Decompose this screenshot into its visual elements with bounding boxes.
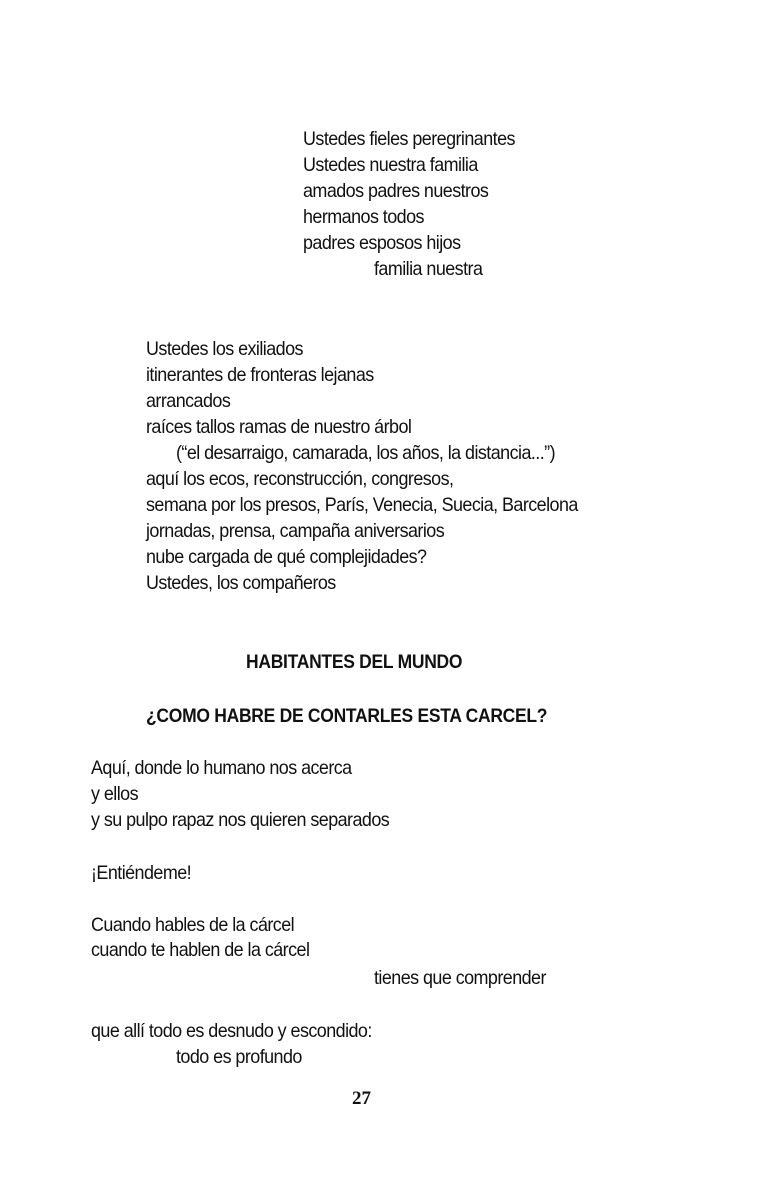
verse-line: raíces tallos ramas de nuestro árbol bbox=[146, 416, 412, 438]
verse-line: que allí todo es desnudo y escondido: bbox=[91, 1020, 372, 1042]
verse-line: jornadas, prensa, campaña aniversarios bbox=[146, 520, 445, 542]
verse-line: itinerantes de fronteras lejanas bbox=[146, 364, 374, 386]
verse-line: y su pulpo rapaz nos quieren separados bbox=[91, 809, 390, 831]
verse-line: Ustedes nuestra familia bbox=[303, 154, 478, 176]
verse-line: y ellos bbox=[91, 783, 138, 805]
verse-line: Ustedes los exiliados bbox=[146, 338, 303, 360]
verse-line: arrancados bbox=[146, 390, 231, 412]
verse-line: aquí los ecos, reconstrucción, congresos, bbox=[146, 468, 454, 490]
verse-line: padres esposos hijos bbox=[303, 232, 461, 254]
verse-line: Aquí, donde lo humano nos acerca bbox=[91, 757, 352, 779]
verse-line: semana por los presos, París, Venecia, Suecia, Barcelona bbox=[146, 494, 578, 516]
verse-line: hermanos todos bbox=[303, 206, 424, 228]
verse-line: Ustedes fieles peregrinantes bbox=[303, 128, 515, 150]
exclamation-line: ¡Entiéndeme! bbox=[91, 862, 192, 884]
verse-line: tienes que comprender bbox=[374, 967, 546, 989]
verse-line: familia nuestra bbox=[374, 258, 483, 280]
section-title: HABITANTES DEL MUNDO bbox=[246, 652, 463, 673]
verse-line: todo es profundo bbox=[176, 1046, 302, 1068]
verse-line: Ustedes, los compañeros bbox=[146, 572, 336, 594]
verse-line: cuando te hablen de la cárcel bbox=[91, 939, 310, 961]
verse-line: amados padres nuestros bbox=[303, 180, 489, 202]
page-number: 27 bbox=[352, 1088, 371, 1109]
verse-line: Cuando hables de la cárcel bbox=[91, 914, 295, 936]
verse-line: nube cargada de qué complejidades? bbox=[146, 546, 427, 568]
verse-line: (“el desarraigo, camarada, los años, la distancia...”) bbox=[176, 442, 556, 464]
poem-title: ¿COMO HABRE DE CONTARLES ESTA CARCEL? bbox=[146, 706, 548, 727]
